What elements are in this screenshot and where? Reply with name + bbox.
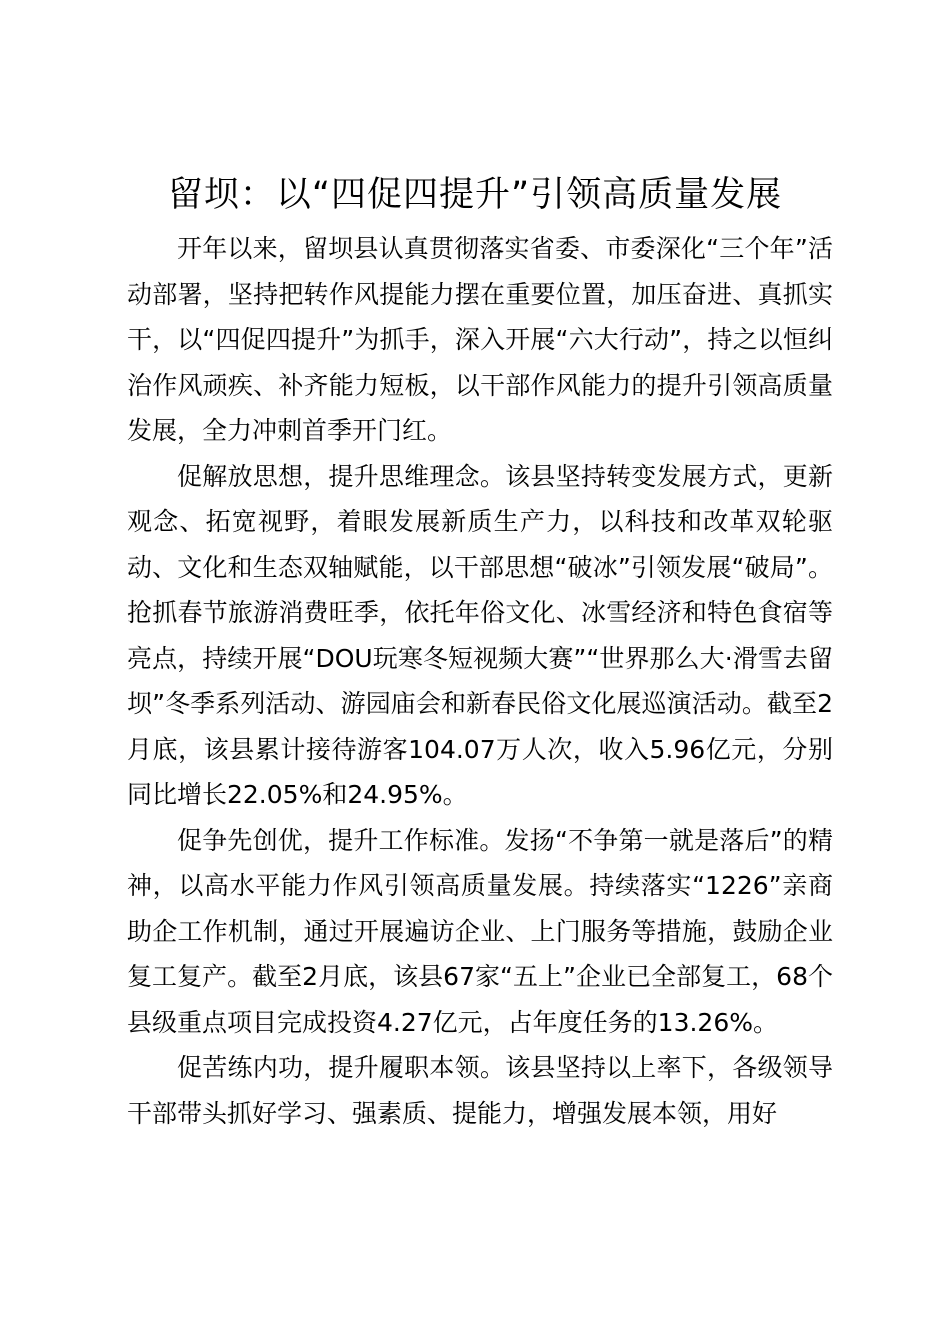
paragraph-thinking: 促解放思想，提升思维理念。该县坚持转变发展方式，更新观念、拓宽视野，着眼发展新质生产力，以科技和改革双轮驱动、文化和生态双轴赋能，以干部思想“破冰”引领发展“破局”。抢抓春节旅游消费旺季，依托年俗文化、冰雪经济和特色食宿等亮点，持续开展“DOU玩寒冬短视频大赛”“世界那么大·滑雪去留坝”冬季系列活动、游园庙会和新春民俗文化展巡演活动。截至2月底，该县累计接待游客104.07万人次，收入5.96亿元，分别同比增长22.05%和24.95%。 bbox=[127, 461, 833, 809]
article-title: 留坝：以“四促四提升”引领高质量发展 bbox=[167, 175, 783, 215]
paragraph-intro: 开年以来，留坝县认真贯彻落实省委、市委深化“三个年”活动部署，坚持把转作风提能力摆在重要位置，加压奋进、真抓实干，以“四促四提升”为抓手，深入开展“六大行动”，持之以恒纠治作风顽疾、补齐能力短板，以干部作风能力的提升引领高质量发展，全力冲刺首季开门红。 bbox=[127, 234, 833, 445]
paragraph-standards: 促争先创优，提升工作标准。发扬“不争第一就是落后”的精神，以高水平能力作风引领高质量发展。持续落实“1226”亲商助企工作机制，通过开展遍访企业、上门服务等措施，鼓励企业复工复产。截至2月底，该县67家“五上”企业已全部复工，68个县级重点项目完成投资4.27亿元，占年度任务的13.26%。 bbox=[127, 825, 833, 1037]
paragraph-skills: 促苦练内功，提升履职本领。该县坚持以上率下，各级领导干部带头抓好学习、强素质、提能力，增强发展本领，用好 bbox=[127, 1053, 833, 1128]
article-body bbox=[127, 226, 833, 1136]
